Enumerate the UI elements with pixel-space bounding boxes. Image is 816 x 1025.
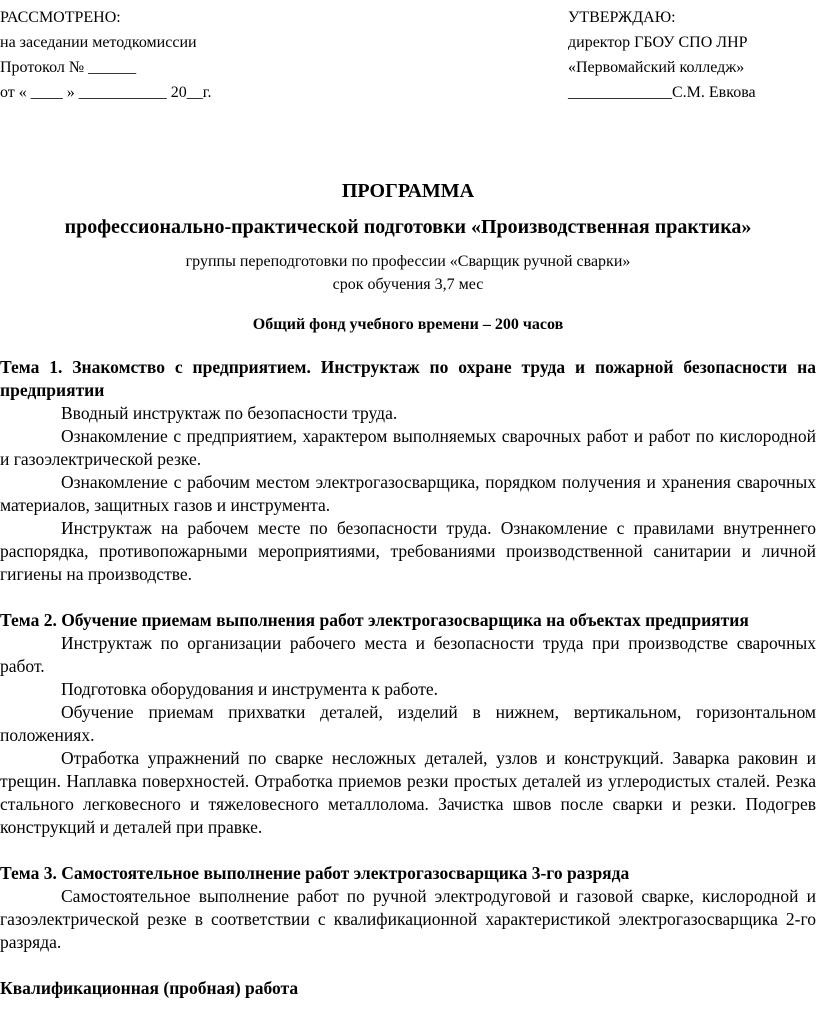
theme-paragraph: Инструктаж на рабочем месте по безопасности труда. Ознакомление с правилами внутреннего распорядка, противопожарными мероприятиями, требованиями производственной санитарии и личной гигиены на производстве. (0, 518, 816, 584)
theme-section (0, 977, 816, 1000)
theme-title: Тема 2. Обучение приемам выполнения работ электрогазосварщика на объектах предприятия (0, 610, 749, 630)
reviewed-block (0, 5, 212, 105)
document-title: ПРОГРАММА (341, 180, 475, 202)
theme-paragraph: Вводный инструктаж по безопасности труда. (61, 403, 398, 423)
reviewed-line: на заседании методкомиссии (0, 34, 197, 51)
theme-title: Тема 3. Самостоятельное выполнение работ электрогазосварщика 3-го разряда (0, 863, 630, 883)
approved-block (568, 5, 756, 105)
total-hours: Общий фонд учебного времени – 200 часов (252, 316, 564, 333)
theme-paragraph: Отработка упражнений по сварке несложных деталей, узлов и конструкций. Заварка раковин и трещин. Наплавка поверхностей. Отработка приемов резки простых деталей из углеродистых сталей. Резка стального легковесного и тяжеловесного металлолома. Зачистка швов после сварки и резки. Подогрев конструкций и деталей при правке. (0, 748, 816, 837)
approved-line: _____________С.М. Евкова (568, 84, 756, 101)
document-body (0, 356, 816, 1023)
group-line: группы переподготовки по профессии «Сварщик ручной сварки» (185, 253, 631, 270)
approved-line: директор ГБОУ СПО ЛНР (568, 34, 748, 51)
theme-section (0, 609, 816, 839)
approved-line: «Первомайский колледж» (568, 59, 745, 76)
document-subtitle: профессионально-практической подготовки «Производственная практика» (64, 216, 752, 238)
theme-section (0, 356, 816, 586)
title-block (0, 178, 816, 336)
theme-paragraph: Ознакомление с предприятием, характером выполняемых сварочных работ и работ по кислородной и газоэлектрической резке. (0, 426, 816, 469)
duration-line: срок обучения 3,7 мес (332, 276, 484, 293)
reviewed-line: РАССМОТРЕНО: (0, 9, 121, 26)
theme-section (0, 862, 816, 954)
theme-title: Квалификационная (пробная) работа (0, 978, 299, 998)
theme-title: Тема 1. Знакомство с предприятием. Инструктаж по охране труда и пожарной безопасности на предприятии (0, 357, 816, 400)
reviewed-line: Протокол № ______ (0, 59, 137, 76)
theme-paragraph: Самостоятельное выполнение работ по ручной электродуговой и газовой сварке, кислородной и газоэлектрической резке в соответствии с квалификационной характеристикой электрогазосварщика 2-го разряда. (0, 886, 816, 952)
theme-paragraph: Инструктаж по организации рабочего места и безопасности труда при производстве сварочных работ. (0, 633, 816, 676)
approved-line: УТВЕРЖДАЮ: (568, 9, 676, 26)
reviewed-line: от « ____ » ___________ 20__г. (0, 84, 212, 101)
theme-paragraph: Обучение приемам прихватки деталей, изделий в нижнем, вертикальном, горизонтальном положениях. (0, 702, 816, 745)
theme-paragraph: Подготовка оборудования и инструмента к работе. (61, 679, 438, 699)
theme-paragraph: Ознакомление с рабочим местом электрогазосварщика, порядком получения и хранения сварочных материалов, защитных газов и инструмента. (0, 472, 816, 515)
